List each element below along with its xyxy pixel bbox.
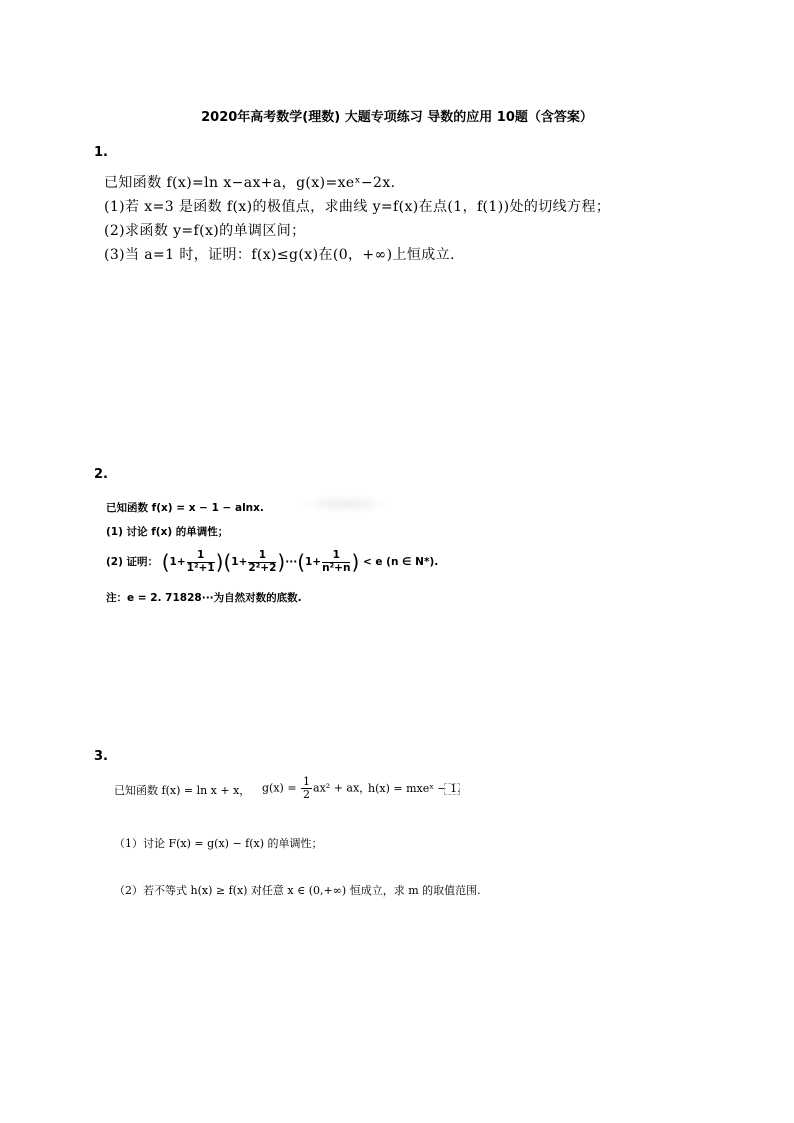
right-paren: ) [351,550,360,575]
problem-3-part-1: （1）讨论 F(x) = g(x) − f(x) 的单调性； [114,837,323,850]
factor-1-numerator: 1 [187,550,215,563]
left-paren: ( [223,550,232,575]
proof-prefix: (2) 证明： [106,556,159,569]
left-paren: ( [161,550,170,575]
factor-1-fraction [187,550,215,574]
problem-1-part-2: (2)求函数 y=f(x)的单调区间； [104,223,306,239]
factor-2-numerator: 1 [248,550,276,563]
problem-3-f-definition: 已知函数 f(x) = ln x + x， [114,784,251,797]
factor-1-plus: 1+ [169,556,186,569]
factor-3-fraction [322,550,350,574]
factor-3-numerator: 1 [322,550,350,563]
g-numerator: 1 [303,775,311,788]
g-denominator: 2 [303,788,311,802]
problem-1-statement: 已知函数 f(x)=ln x−ax+a，g(x)=xeˣ−2x. [104,175,396,191]
problem-3-g-definition [262,776,370,801]
problem-1-part-3: (3)当 a=1 时，证明：f(x)≤g(x)在(0，+∞)上恒成立. [104,247,455,263]
left-paren: ( [297,550,305,575]
problem-2-statement: 已知函数 f(x) = x − 1 − alnx. [106,502,264,514]
problem-3-h-definition: h(x) = mxeˣ − 1. [368,782,461,795]
problem-1-number: 1. [94,145,108,160]
factor-1-denominator: 1²+1 [186,561,215,574]
problem-1-part-1: (1)若 x=3 是函数 f(x)的极值点，求曲线 y=f(x)在点(1，f(1))处的切线方程； [104,199,611,215]
problem-3-part-2: （2）若不等式 h(x) ≥ f(x) 对任意 x ∈ (0,+∞) 恒成立，求 m 的取值范围. [114,884,481,897]
problem-3-number: 3. [94,749,108,764]
g-prefix: g(x) = [262,781,297,795]
ellipsis: ··· [285,556,298,569]
g-suffix: ax² + ax， [313,781,371,795]
factor-3-plus: 1+ [305,556,322,569]
problem-2-note: 注：e = 2. 71828···为自然对数的底数. [106,592,302,604]
factor-2-denominator: 2²+2 [248,561,277,574]
g-fraction [301,776,312,801]
factor-2-plus: 1+ [231,556,248,569]
problem-2-number: 2. [94,467,108,482]
scan-smudge [300,494,390,514]
proof-suffix: < e (n ∈ N*). [362,556,439,569]
problem-2-part-2 [106,550,438,574]
factor-3-denominator: n²+n [322,561,351,574]
scan-mark [444,783,460,795]
factor-2-fraction [248,550,276,574]
right-paren: ) [215,550,224,575]
right-paren: ) [277,550,286,575]
page-title: 2020年高考数学(理数) 大题专项练习 导数的应用 10题（含答案） [201,110,593,125]
problem-2-part-1: (1) 讨论 f(x) 的单调性； [106,526,229,538]
